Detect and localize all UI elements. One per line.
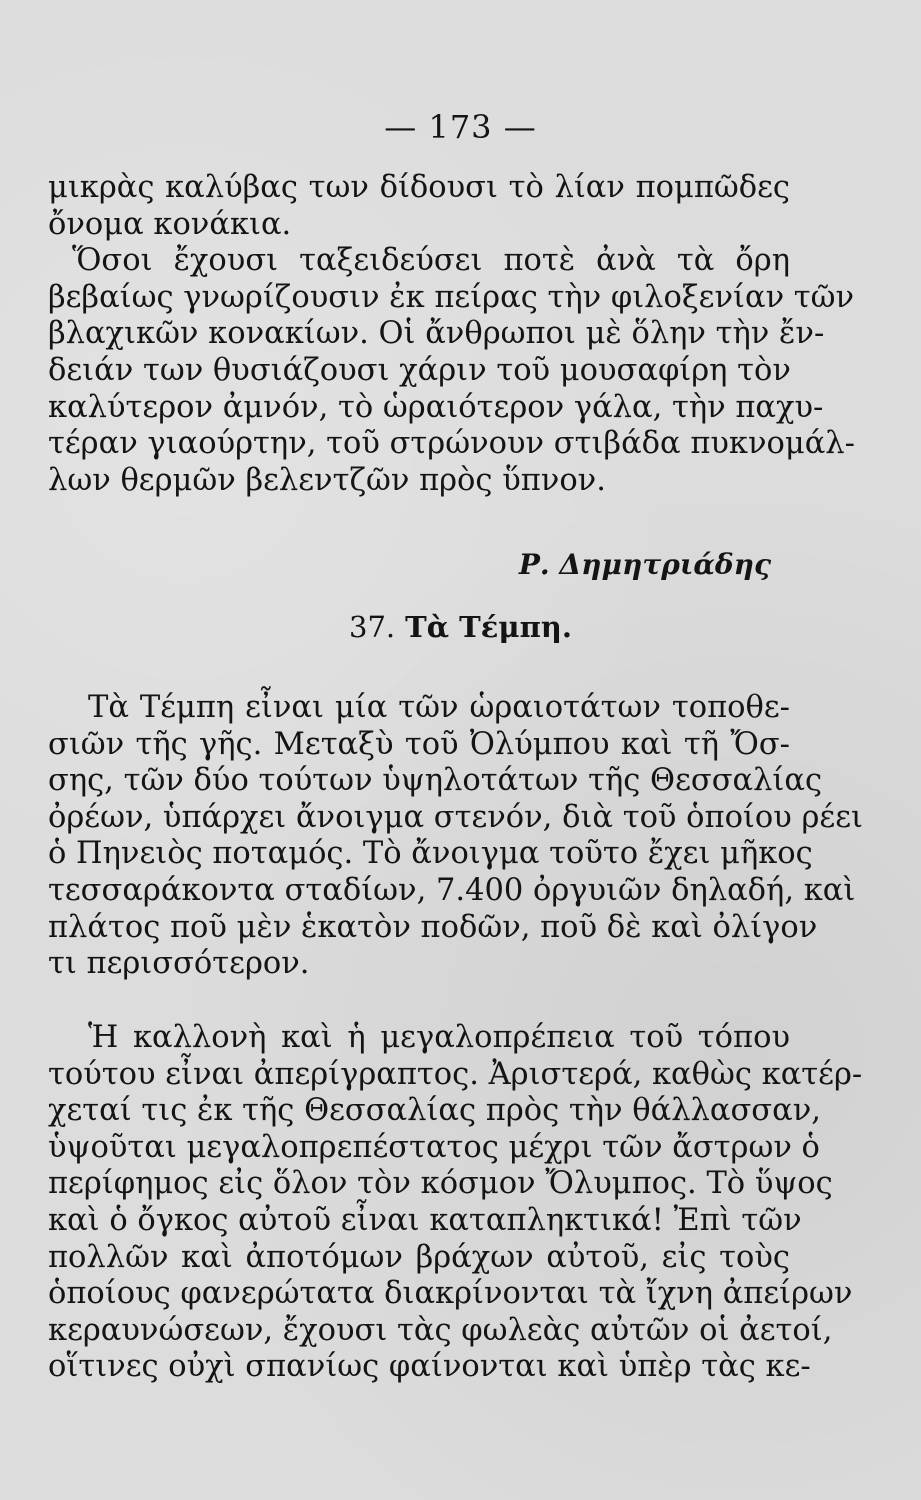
text-line: τέραν γιαούρτην, τοῦ στρώνουν στιβάδα πυκνομάλ- xyxy=(48,426,855,462)
text-line: σης, τῶν δύο τούτων ὑψηλοτάτων τῆς Θεσσαλίας xyxy=(48,763,823,799)
text-line: οἵτινες οὐχὶ σπανίως φαίνονται καὶ ὑπὲρ τὰς κε- xyxy=(48,1349,811,1385)
text-line: ὀρέων, ὑπάρχει ἄνοιγμα στενόν, διὰ τοῦ ὁποίου ρέει xyxy=(48,799,863,835)
page-number: — 173 — xyxy=(384,108,537,146)
text-line: δειάν των θυσιάζουσι χάριν τοῦ μουσαφίρη τὸν xyxy=(48,352,791,388)
text-line: ὁ Πηνειὸς ποταμός. Τὸ ἄνοιγμα τοῦτο ἔχει μῆκος xyxy=(48,836,813,872)
text-line: λων θερμῶν βελεντζῶν πρὸς ὕπνον. xyxy=(48,462,606,498)
text-line: πλάτος ποῦ μὲν ἑκατὸν ποδῶν, ποῦ δὲ καὶ ὀλίγον xyxy=(48,909,818,945)
text-line: χεταί τις ἐκ τῆς Θεσσαλίας πρὸς τὴν θάλλασσαν, xyxy=(48,1093,821,1129)
text-line: ὑψοῦται μεγαλοπρεπέστατος μέχρι τῶν ἄστρων ὁ xyxy=(48,1129,820,1165)
section-paragraph-1 xyxy=(48,690,863,983)
section-paragraph-2 xyxy=(48,1020,863,1386)
text-line: καὶ ὁ ὄγκος αὐτοῦ εἶναι καταπληκτικά! Ἐπὶ τῶν xyxy=(48,1202,802,1238)
text-line: Τὰ Τέμπη εἶναι μία τῶν ὡραιοτάτων τοποθε- xyxy=(88,690,790,725)
text-line: κεραυνώσεων, ἔχουσι τὰς φωλεὰς αὐτῶν οἱ ἀετοί, xyxy=(48,1312,833,1348)
text-line: ὁποίους φανερώτατα διακρίνονται τὰ ἴχνη ἀπείρων xyxy=(48,1276,853,1312)
text-line: Ἡ καλλονὴ καὶ ἡ μεγαλοπρέπεια τοῦ τόπου xyxy=(88,1020,790,1055)
text-line: πολλῶν καὶ ἀποτόμων βράχων αὐτοῦ, εἰς τοὺς xyxy=(48,1239,790,1275)
text-line: ὄνομα κονάκια. xyxy=(48,206,292,242)
opening-text xyxy=(48,170,855,499)
text-line: μικρὰς καλύβας των δίδουσι τὸ λίαν πομπῶδες xyxy=(48,170,790,205)
text-line: βεβαίως γνωρίζουσιν ἐκ πείρας τὴν φιλοξενίαν τῶν xyxy=(48,279,855,315)
author-signature: Ρ. Δημητριάδης xyxy=(518,548,771,581)
text-line: τούτου εἶναι ἀπερίγραπτος. Ἀριστερά, καθὼς κατέρ- xyxy=(48,1056,863,1092)
section-number: 37. xyxy=(349,610,396,644)
text-line: σιῶν τῆς γῆς. Μεταξὺ τοῦ Ὀλύμπου καὶ τῆ Ὄσ- xyxy=(48,726,790,762)
text-line: περίφημος εἰς ὅλον τὸν κόσμον Ὄλυμπος. Τὸ ὕψος xyxy=(48,1166,833,1202)
text-line: τεσσαράκοντα σταδίων, 7.400 ὀργυιῶν δηλαδή, καὶ xyxy=(48,872,856,908)
section-heading xyxy=(0,610,921,644)
section-title: Τὰ Τέμπη. xyxy=(405,610,572,644)
text-line: Ὅσοι ἔχουσι ταξειδεύσει ποτὲ ἀνὰ τὰ ὄρη xyxy=(72,243,790,279)
text-line: βλαχικῶν κονακίων. Οἱ ἄνθρωποι μὲ ὅλην τὴν ἔν- xyxy=(48,316,825,352)
text-line: τι περισσότερον. xyxy=(48,946,310,982)
text-line: καλύτερον ἀμνόν, τὸ ὡραιότερον γάλα, τὴν παχυ- xyxy=(48,389,824,425)
